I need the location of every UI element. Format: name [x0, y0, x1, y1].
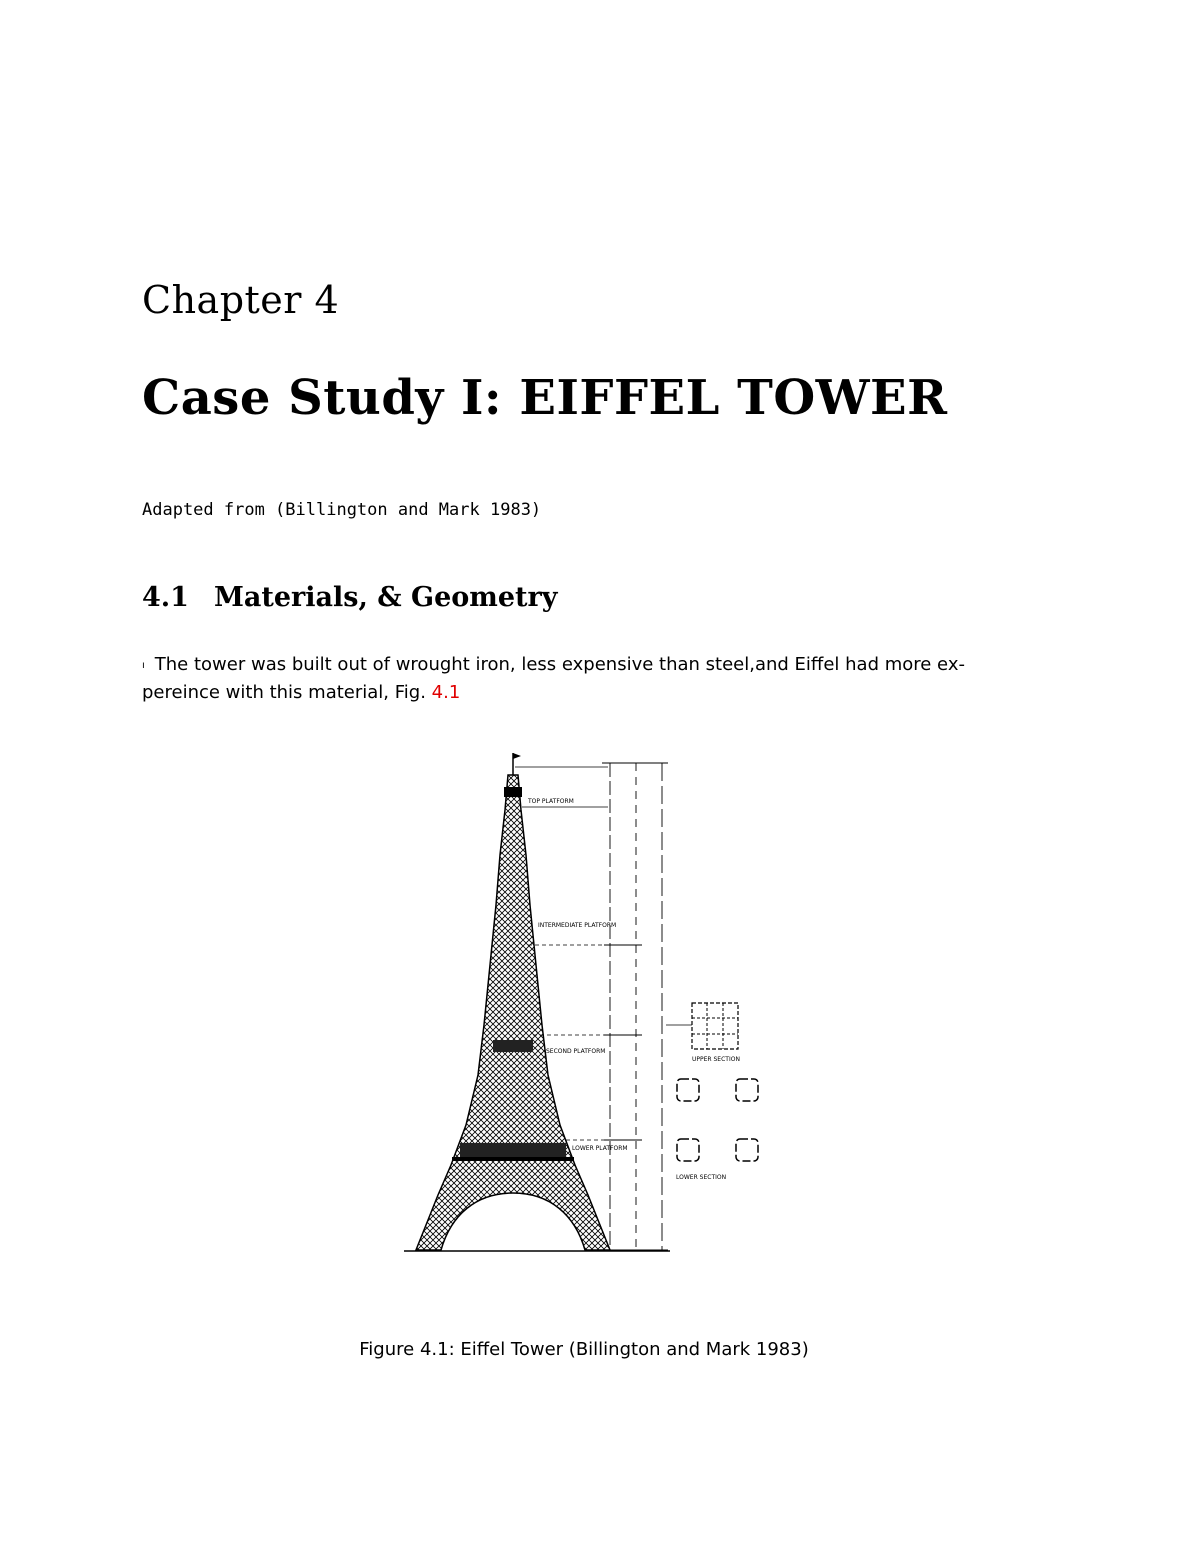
chapter-title: Case Study I: EIFFEL TOWER	[142, 370, 948, 426]
lower-section-label: LOWER SECTION	[676, 1174, 727, 1181]
flag-icon	[513, 753, 521, 759]
figure-reference-link[interactable]: 4.1	[431, 681, 461, 703]
second-platform-label: SECOND PLATFORM	[546, 1048, 606, 1055]
adapted-from-note: Adapted from (Billington and Mark 1983)	[142, 500, 542, 520]
chapter-label: Chapter 4	[142, 278, 340, 322]
section-heading	[142, 582, 557, 613]
eiffel-tower-figure	[400, 745, 770, 1265]
bullet-marker: ı	[142, 659, 145, 671]
top-platform-label: TOP PLATFORM	[528, 798, 574, 805]
lower-platform-shape	[460, 1143, 566, 1157]
top-platform-shape	[504, 787, 522, 797]
lower-plan-section	[676, 1079, 758, 1181]
section-title: Materials, & Geometry	[214, 582, 558, 613]
second-platform-shape	[493, 1040, 533, 1052]
lower-platform-label: LOWER PLATFORM	[572, 1145, 628, 1152]
body-text: The tower was built out of wrought iron, less expensive than steel,and Eiffel had more ex- pereince with this material, Fig.	[142, 654, 965, 703]
section-number: 4.1	[142, 582, 189, 613]
figure-caption: Figure 4.1: Eiffel Tower (Billington and Mark 1983)	[359, 1339, 809, 1360]
tower-silhouette	[416, 775, 610, 1250]
intermediate-platform-label: INTERMEDIATE PLATFORM	[538, 922, 617, 929]
upper-section-label: UPPER SECTION	[692, 1056, 740, 1063]
body-paragraph	[142, 651, 1027, 706]
upper-plan-section	[666, 1003, 740, 1063]
eiffel-tower-drawing	[400, 745, 770, 1265]
lower-platform-deck	[452, 1157, 574, 1161]
